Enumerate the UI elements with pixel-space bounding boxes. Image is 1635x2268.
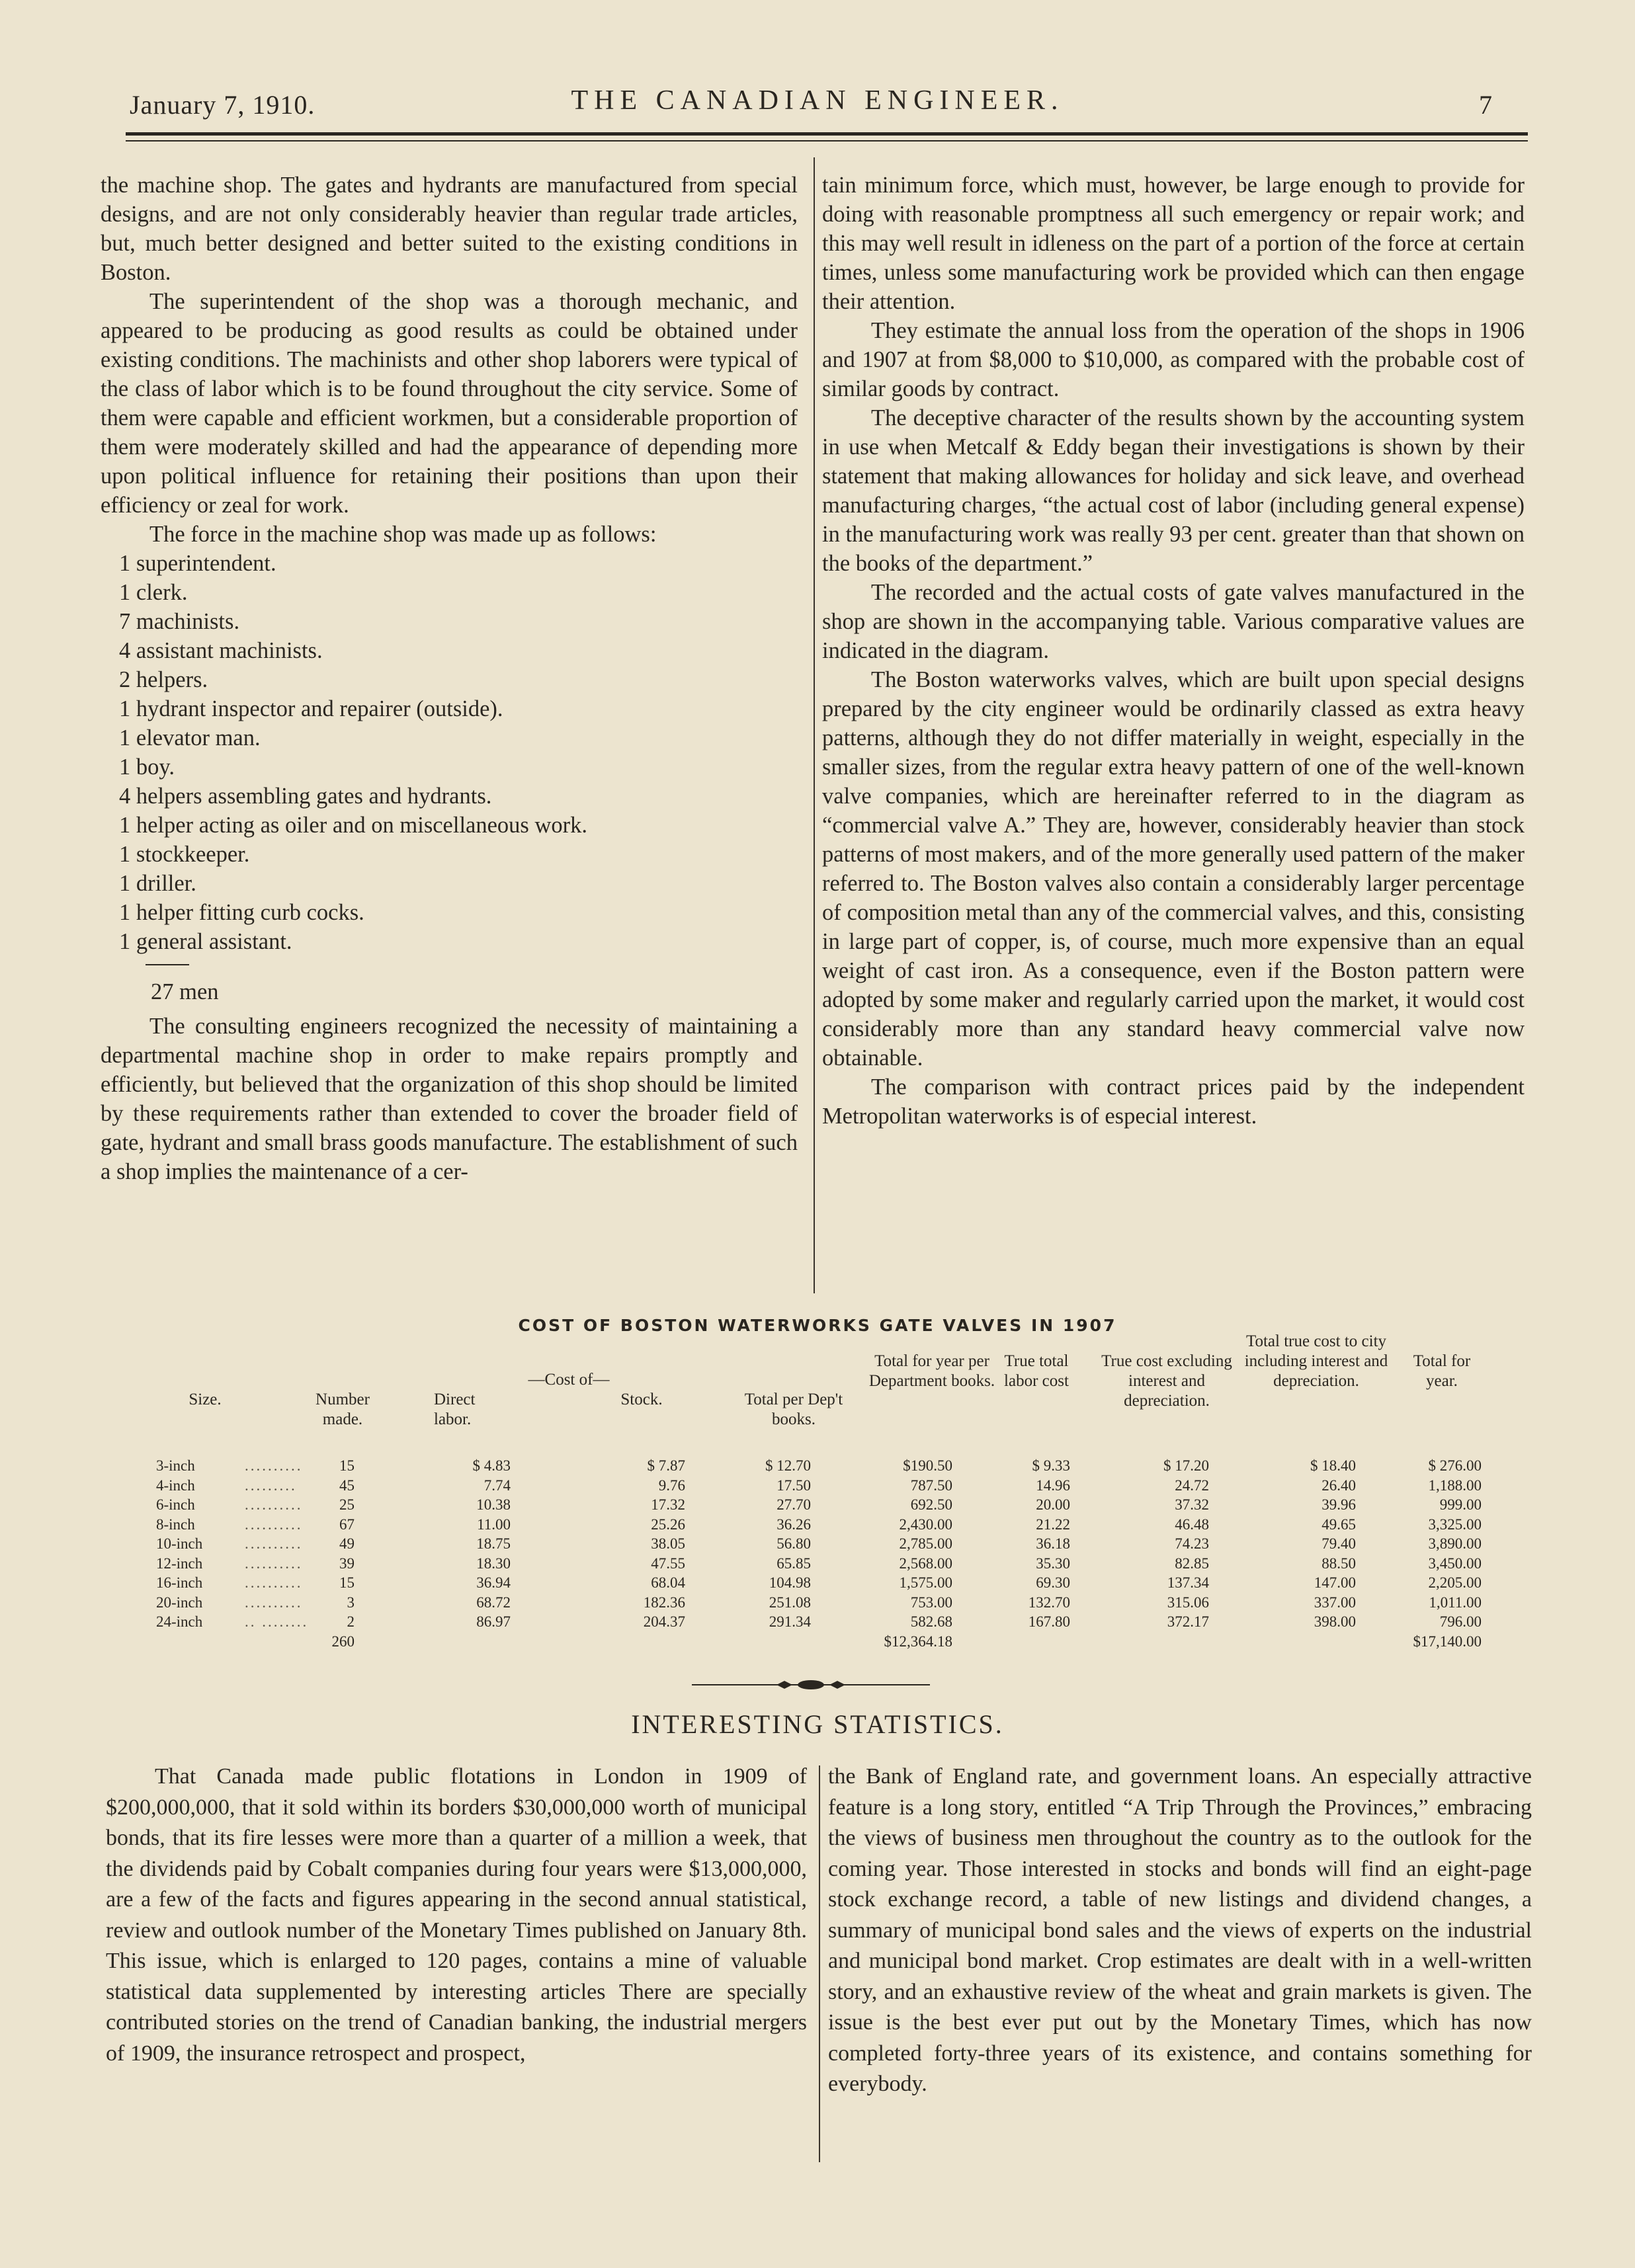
list-item: 1 driller.: [119, 871, 196, 896]
table-cell: 49: [339, 1535, 355, 1552]
table-cell: 167.80: [1028, 1613, 1070, 1630]
table-cell: 46.48: [1175, 1516, 1209, 1533]
col-header-total-year-books: Total for year per Department books.: [868, 1352, 995, 1390]
table-total: 260: [331, 1633, 355, 1650]
table-cell: 39.96: [1321, 1496, 1356, 1513]
table-cell: 27.70: [776, 1496, 811, 1513]
paragraph: The consulting engineers recognized the necessity of maintaining a departmental machine shop in order to make repairs promptly and efficiently, but believed that the organization of this shop should be limited by these requirements rather than extended to cover the broader field of gate, hydrant and small brass goods manufacture. The establishment of such a shop implies the maintenance of a cer-: [101, 1014, 798, 1184]
stock-column: [598, 1456, 685, 1632]
page-number: 7: [1479, 90, 1493, 120]
table-cell: 24.72: [1175, 1477, 1209, 1494]
table-cell: 132.70: [1028, 1594, 1070, 1611]
table-cell: 6-inch: [156, 1496, 195, 1513]
table-cell: $ 18.40: [1310, 1457, 1356, 1474]
list-item: 1 helper acting as oiler and on miscellaneous work.: [119, 813, 587, 838]
table-cell: 74.23: [1175, 1535, 1209, 1552]
table-cell: $ 9.33: [1032, 1457, 1070, 1474]
total-books-column: [721, 1456, 811, 1632]
direct-column: [437, 1456, 511, 1632]
header-rule-thin: [126, 140, 1528, 142]
table-cell: 15: [339, 1574, 355, 1591]
list-item: 1 helper fitting curb cocks.: [119, 900, 364, 925]
col-header-true-cost: True cost excluding interest and depreciation.: [1101, 1352, 1232, 1410]
table-cell: $ 276.00: [1428, 1457, 1482, 1474]
col-header-size: Size.: [189, 1391, 222, 1408]
table-cell: 291.34: [769, 1613, 811, 1630]
table-cell: 753.00: [910, 1594, 952, 1611]
table-cell: 2,785.00: [899, 1535, 952, 1552]
table-cell: $ 12.70: [765, 1457, 811, 1474]
paragraph: The deceptive character of the results shown by the accounting system in use when Metcalf & Eddy began their investigations is shown by their statement that making allowances for holiday and sick leave, and overhead manufacturing charges, “the actual cost of labor (including general expense) in the manufacturing work was really 93 per cent. greater than that shown on the books of the department.”: [822, 405, 1525, 576]
list-item: 4 helpers assembling gates and hydrants.: [119, 784, 492, 809]
table-cell: 82.85: [1175, 1555, 1209, 1572]
list-item: 1 hydrant inspector and repairer (outside).: [119, 696, 503, 721]
table-cell: 692.50: [910, 1496, 952, 1513]
column-divider: [814, 157, 815, 1293]
paragraph: The Boston waterworks valves, which are built upon special designs prepared by the city engineer would be ordinarily classed as extra heavy patterns, although they do not differ materially in weight, especially in the smaller sizes, from the regular extra heavy pattern of one of the well-known valve companies, which are hereinafter referred to in the diagram as “commercial valve A.” They are, however, considerably heavier than stock patterns of most makers, and of the more generally used pattern of the maker referred to. The Boston valves also contain a considerably larger percentage of composition metal than any of the commercial valves, and this, consisting in large part of copper, is, of course, much more expensive than an equal weight of cast iron. As a consequence, even if the Boston pattern were adopted by some maker and regularly carried upon the market, it would cost considerably more than any standard heavy commercial valve now obtainable.: [822, 667, 1525, 1071]
column-divider: [819, 1765, 820, 2162]
table-cell: 7.74: [483, 1477, 511, 1494]
paragraph: The superintendent of the shop was a thorough mechanic, and appeared to be producing as good results as could be obtained under existing conditions. The machinists and other shop laborers were typical of the class of labor which is to be found throughout the city service. Some of them were capable and efficient workmen, but a considerable proportion of them were moderately skilled and had the appearance of depending more upon political influence for retaining their positions than upon their efficiency or zeal for work.: [101, 289, 798, 518]
table-cell: 4-inch: [156, 1477, 195, 1494]
table-cell: 17.50: [776, 1477, 811, 1494]
paragraph: The force in the machine shop was made up as follows:: [149, 522, 657, 547]
paragraph: They estimate the annual loss from the operation of the shops in 1906 and 1907 at from $8,000 to $10,000, as compared with the probable cost of similar goods by contract.: [822, 318, 1525, 401]
table-cell: 68.04: [651, 1574, 685, 1591]
table-cell: 17.32: [651, 1496, 685, 1513]
table-cell: 37.32: [1175, 1496, 1209, 1513]
table-cell: 3,890.00: [1428, 1535, 1482, 1552]
table-cell: 204.37: [643, 1613, 685, 1630]
issue-date: January 7, 1910.: [130, 90, 315, 120]
table-cell: 137.34: [1167, 1574, 1209, 1591]
list-item: 1 clerk.: [119, 580, 188, 605]
table-cell: 10-inch: [156, 1535, 203, 1552]
list-item: 7 machinists.: [119, 609, 240, 634]
table-cell: 315.06: [1167, 1594, 1209, 1611]
table-cell: 79.40: [1321, 1535, 1356, 1552]
list-item: 4 assistant machinists.: [119, 638, 323, 663]
col-header-true-labor: True total labor cost: [1004, 1352, 1069, 1390]
table-total: $12,364.18: [884, 1633, 952, 1650]
table-cell: 39: [339, 1555, 355, 1572]
paragraph: the Bank of England rate, and government loans. An especially attractive feature is a long story, entitled “A Trip Through the Provinces,” embracing the views of business men throughout the country as to the outlook for the coming year. Those interested in stocks and bonds will find an eight-page stock exchange record, a table of new listings and dividend changes, a summary of municipal bond sales and the views of experts on the industrial and municipal bond market. Crop estimates are dealt with in a well-written story, and an exhaustive review of the wheat and grain markets is given. The issue is the best ever put out by the Monetary Times, which has now completed forty-three years of its existence, and contains something for everybody.: [828, 1764, 1532, 2096]
table-cell: 582.68: [910, 1613, 952, 1630]
force-list: [101, 549, 798, 956]
list-item: 1 elevator man.: [119, 725, 261, 750]
table-cell: 16-inch: [156, 1574, 203, 1591]
table-cell: 3: [347, 1594, 355, 1611]
table-cell: $190.50: [903, 1457, 952, 1474]
stats-left-column: [106, 1762, 807, 2069]
number-column: [324, 1456, 355, 1651]
table-cell: 20.00: [1036, 1496, 1070, 1513]
table-total: $17,140.00: [1413, 1633, 1482, 1650]
table-cell: 1,575.00: [899, 1574, 952, 1591]
table-cell: 3,325.00: [1428, 1516, 1482, 1533]
table-cell: 68.72: [476, 1594, 511, 1611]
table-cell: 15: [339, 1457, 355, 1474]
col-header-stock: Stock.: [620, 1391, 663, 1408]
table-cell: 18.30: [476, 1555, 511, 1572]
table-cell: 36.26: [776, 1516, 811, 1533]
ornament-divider-icon: [692, 1678, 930, 1691]
table-cell: 18.75: [476, 1535, 511, 1552]
table-cell: 796.00: [1439, 1613, 1482, 1630]
table-cell: 36.18: [1036, 1535, 1070, 1552]
col-header-direct: Direct labor.: [434, 1391, 476, 1428]
table-cell: 88.50: [1321, 1555, 1356, 1572]
table-cell: 56.80: [776, 1535, 811, 1552]
paragraph: That Canada made public flotations in London in 1909 of $200,000,000, that it sold within its borders $30,000,000 worth of municipal bonds, that its fire lesses were more than a quarter of a million a week, that the dividends paid by Cobalt companies during four years were $13,000,000, are a few of the facts and figures appearing in the second annual statistical, review and outlook number of the Monetary Times published on January 8th. This issue, which is enlarged to 120 pages, contains a mine of valuable statistical data supplemented by interesting articles There are specially contributed stories on the trend of Canadian banking, the industrial mergers of 1909, the insurance retrospect and prospect,: [106, 1764, 807, 2066]
table-cell: 38.05: [651, 1535, 685, 1552]
table-cell: 1,011.00: [1429, 1594, 1482, 1611]
table-cell: 65.85: [776, 1555, 811, 1572]
table-cell: 2,568.00: [899, 1555, 952, 1572]
table-cell: 398.00: [1314, 1613, 1356, 1630]
total-true-column: [1271, 1456, 1356, 1632]
table-cell: 251.08: [769, 1594, 811, 1611]
table-cell: 999.00: [1439, 1496, 1482, 1513]
table-cell: 67: [339, 1516, 355, 1533]
table-cell: 372.17: [1167, 1613, 1209, 1630]
leader-dots: .......... ......... .......... .......... .......... .......... .......... .......... .. ........: [245, 1457, 309, 1630]
table-cell: 337.00: [1314, 1594, 1356, 1611]
table-cell: 86.97: [476, 1613, 511, 1630]
col-header-number: Number made.: [315, 1391, 370, 1428]
table-cell: 45: [339, 1477, 355, 1494]
table-cell: 35.30: [1036, 1555, 1070, 1572]
list-item: 1 boy.: [119, 754, 175, 780]
table-cell: 25: [339, 1496, 355, 1513]
size-column: [156, 1456, 202, 1632]
table-cell: 47.55: [651, 1555, 685, 1572]
force-total: 27 men: [151, 979, 219, 1004]
table-cell: 2: [347, 1613, 355, 1630]
table-cell: $ 4.83: [472, 1457, 511, 1474]
total-year-books-column: [853, 1456, 952, 1651]
total-rule: [146, 964, 189, 965]
table-cell: 26.40: [1321, 1477, 1356, 1494]
paragraph: The comparison with contract prices paid by the independent Metropolitan waterworks is of especial interest.: [822, 1074, 1525, 1129]
stats-right-column: [828, 1762, 1532, 2100]
table-cell: 182.36: [643, 1594, 685, 1611]
table-cell: 11.00: [477, 1516, 511, 1533]
true-cost-column: [1135, 1456, 1209, 1632]
col-header-total-true: Total true cost to city including interest and depreciation.: [1244, 1332, 1388, 1390]
total-year-column: [1396, 1456, 1482, 1651]
col-group-header: —Cost of—: [528, 1371, 610, 1389]
table-cell: 25.26: [651, 1516, 685, 1533]
table-cell: 20-inch: [156, 1594, 203, 1611]
table-cell: 787.50: [910, 1477, 952, 1494]
right-column: [822, 171, 1525, 1131]
table-cell: $ 17.20: [1163, 1457, 1209, 1474]
table-cell: 2,430.00: [899, 1516, 952, 1533]
list-item: 2 helpers.: [119, 667, 208, 692]
table-title: COST OF BOSTON WATERWORKS GATE VALVES IN 1907: [518, 1316, 1117, 1335]
table-cell: 147.00: [1314, 1574, 1356, 1591]
table-cell: 2,205.00: [1428, 1574, 1482, 1591]
table-cell: 14.96: [1036, 1477, 1070, 1494]
paragraph: The recorded and the actual costs of gate valves manufactured in the shop are shown in the accompanying table. Various comparative values are indicated in the diagram.: [822, 580, 1525, 663]
table-cell: 49.65: [1321, 1516, 1356, 1533]
table-cell: 10.38: [476, 1496, 511, 1513]
table-cell: 3,450.00: [1428, 1555, 1482, 1572]
left-column: [101, 171, 798, 1186]
table-cell: 36.94: [476, 1574, 511, 1591]
table-cell: 12-inch: [156, 1555, 203, 1572]
col-header-total-year: Total for year.: [1413, 1352, 1471, 1390]
list-item: 1 general assistant.: [119, 929, 292, 954]
table-cell: 8-inch: [156, 1516, 195, 1533]
table-cell: 24-inch: [156, 1613, 203, 1630]
table-cell: $ 7.87: [647, 1457, 685, 1474]
table-cell: 3-inch: [156, 1457, 195, 1474]
header-rule: [126, 132, 1528, 136]
list-item: 1 superintendent.: [119, 551, 276, 576]
journal-title: THE CANADIAN ENGINEER.: [571, 85, 1064, 116]
paragraph: the machine shop. The gates and hydrants are manufactured from special designs, and are not only considerably heavier than regular trade articles, but, much better designed and better suited to the existing conditions in Boston.: [101, 173, 798, 285]
paragraph: tain minimum force, which must, however, be large enough to provide for doing with reasonable promptness all such emergency or repair work; and this may well result in idleness on the part of a portion of the force at certain times, unless some manufacturing work be provided which can then engage their attention.: [822, 173, 1525, 314]
table-cell: 104.98: [769, 1574, 811, 1591]
col-header-total-books: Total per Dep't books.: [744, 1391, 843, 1428]
list-item: 1 stockkeeper.: [119, 842, 250, 867]
table-cell: 69.30: [1036, 1574, 1070, 1591]
section-title: INTERESTING STATISTICS.: [631, 1709, 1004, 1739]
true-labor-column: [999, 1456, 1070, 1632]
table-cell: 9.76: [658, 1477, 685, 1494]
table-cell: 1,188.00: [1428, 1477, 1482, 1494]
table-cell: 21.22: [1036, 1516, 1070, 1533]
